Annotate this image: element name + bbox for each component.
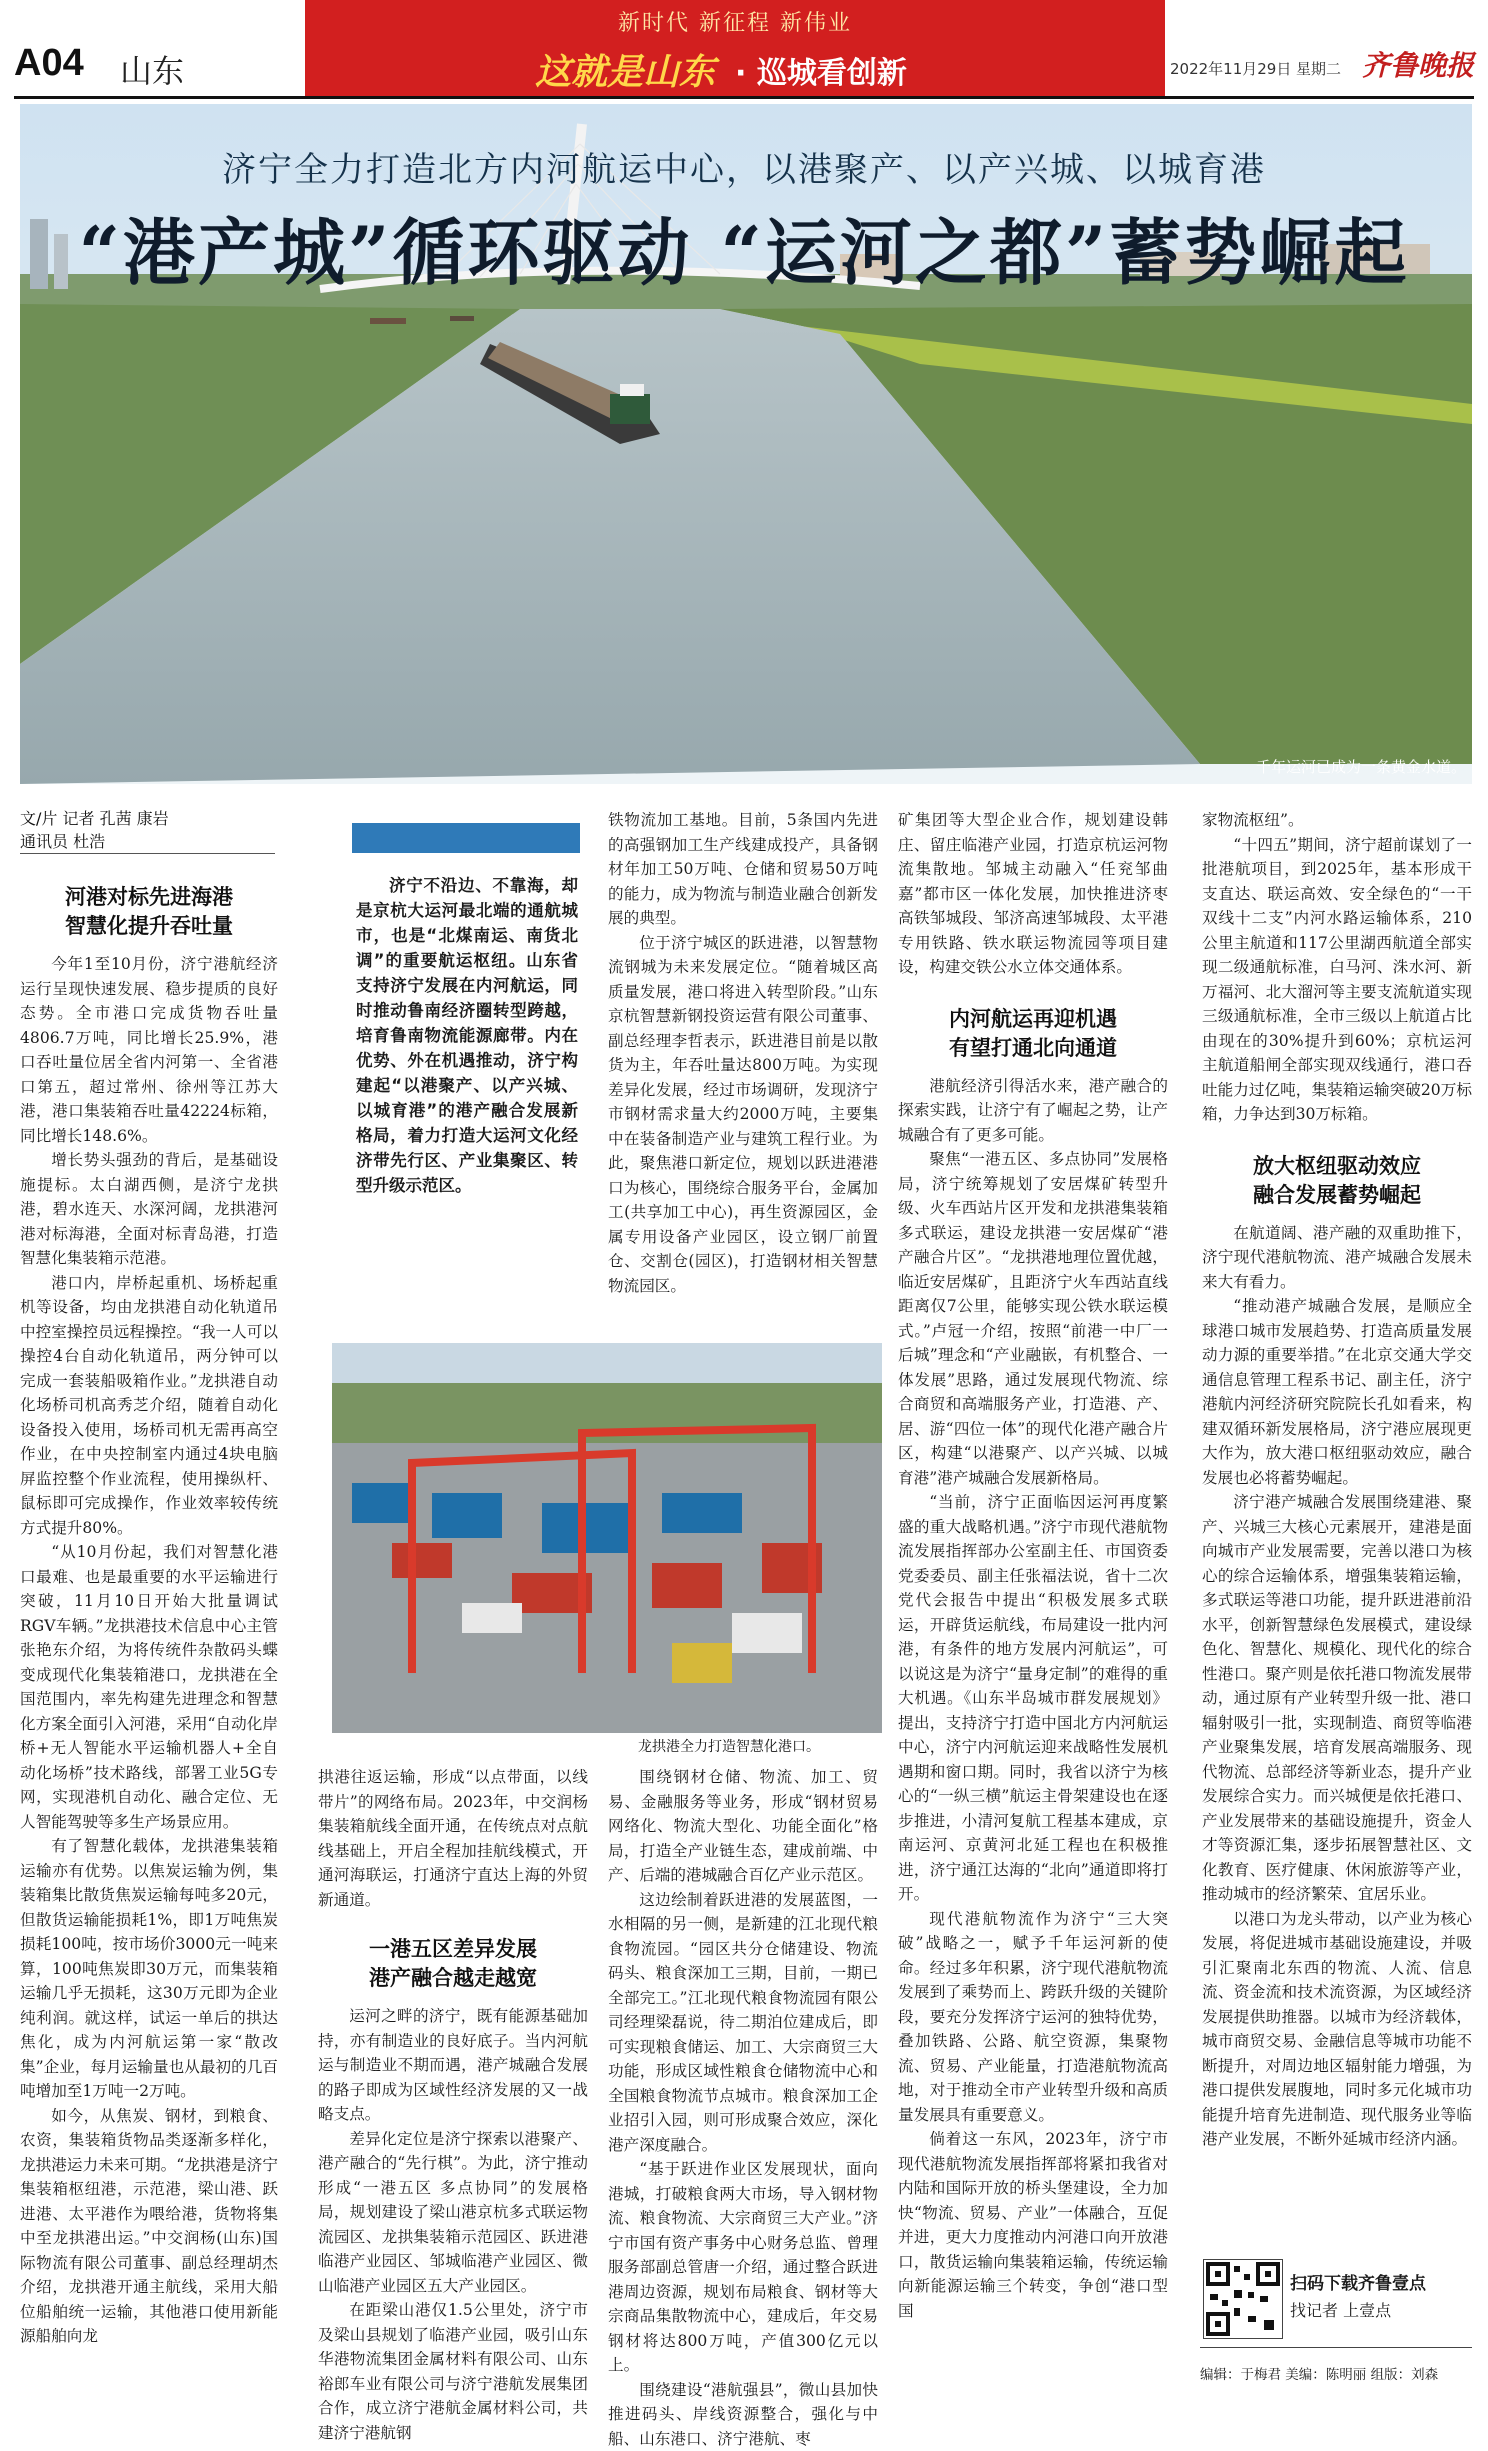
intro-summary: 济宁不沿边、不靠海，却是京杭大运河最北端的通航城市，也是“北煤南运、南货北调”的重要航运枢纽。山东省支持济宁发展在内河航运，同时推动鲁南经济圈转型跨越，培育鲁南物流能源廊带。内在优势、外在机遇推动，济宁构建起“以港聚产、以产兴城、以城育港”的港产融合发展新格局，着力打造大运河文化经济带先行区、产业集聚区、转型升级示范区。 (356, 873, 578, 1198)
headline-deck: 济宁全力打造北方内河航运中心，以港聚产、以产兴城、以城育港 (0, 142, 1488, 191)
port-photo-caption: 龙拱港全力打造智慧化港口。 (638, 1736, 820, 1756)
subhead-4-line1: 放大枢纽驱动效应 (1202, 1151, 1472, 1180)
footer-rule (1200, 2347, 1472, 2348)
main-headline: “港产城”循环驱动 “运河之都”蓄势崛起 (0, 195, 1488, 299)
column-1 (20, 882, 278, 2349)
intro-accent-bar (352, 823, 580, 853)
subhead-2 (318, 1934, 588, 1992)
qr-subtitle: 找记者 上壹点 (1290, 2298, 1391, 2321)
subhead-1 (20, 882, 278, 940)
editor-credits: 编辑：于梅君 美编：陈明丽 组版：刘森 (1200, 2363, 1438, 2383)
paragraph: 在距梁山港仅1.5公里处，济宁市及梁山县规划了临港产业园，吸引山东华港物流集团金属材料有限公司、山东裕郎车业有限公司与济宁港航发展集团合作，成立济宁港航金属材料公司，共建济宁港航钢 (318, 2298, 588, 2445)
paragraph: “当前，济宁正面临因运河再度繁盛的重大战略机遇。”济宁市现代港航物流发展指挥部办公室副主任、市国资委党委委员、副主任张福法说，省十二次党代会报告中提出“积极发展多式联运，开辟货运航线，布局建设一批内河港，有条件的地方发展内河航运”，可以说这是为济宁“量身定制”的难得的重大机遇。《山东半岛城市群发展规划》提出，支持济宁打造中国北方内河航运中心，济宁内河航运迎来战略性发展机遇期和窗口期。同时，我省以济宁为核心的“一纵三横”航运主骨架建设也在逐步推进，小清河复航工程基本建成，京南运河、京黄河北延工程也在积极推进，济宁通江达海的“北向”通道即将打开。 (898, 1490, 1168, 1907)
subhead-4-line2: 融合发展蓄势崛起 (1202, 1180, 1472, 1209)
paragraph: 拱港往返运输，形成“以点带面，以线带片”的网络布局。2023年，中交润杨集装箱航线全面开通，在传统点对点航线基础上，开启全程加挂航线模式，开通河海联运，打通济宁直达上海的外贸新通道。 (318, 1765, 588, 1912)
qr-title: 扫码下载齐鲁壹点 (1290, 2269, 1426, 2294)
paragraph: 位于济宁城区的跃进港，以智慧物流钢城为未来发展定位。“随着城区高质量发展，港口将进入转型阶段。”山东京杭智慧新钢投资运营有限公司董事、副总经理李哲表示，跃进港目前是以散货为主，年吞吐量达800万吨。为实现差异化发展，经过市场调研，发现济宁市钢材需求量大约2000万吨，主要集中在装备制造产业与建筑工程行业。为此，聚焦港口新定位，规划以跃进港港口为核心，围绕综合服务平台，金属加工(共享加工中心)，再生资源园区，金属专用设备产业园区，设立钢厂前置仓、交割仓(园区)，打造钢材相关智慧物流园区。 (608, 931, 878, 1299)
banner-subtitle: · 巡城看创新 (735, 48, 907, 92)
paragraph: 矿集团等大型企业合作，规划建设韩庄、留庄临港产业园，打造京杭运河物流集散地。邹城主动融入“任兖邹曲嘉”都市区一体化发展，加快推进济枣高铁邹城段、邹济高速邹城段、太平港专用铁路、铁水联运物流园等项目建设，构建交铁公水立体交通体系。 (898, 808, 1168, 980)
subhead-4 (1202, 1151, 1472, 1209)
issue-date: 2022年11月29日 (1170, 58, 1291, 79)
byline-reporters: 文/片 记者 孔茜 康岩 (20, 806, 169, 829)
paragraph: “从10月份起，我们对智慧化港口最难、也是最重要的水平运输进行突破，11月10日开始大批量调试RGV车辆。”龙拱港技术信息中心主管张艳东介绍，为将传统件杂散码头蝶变成现代化集装箱港口，龙拱港在全国范围内，率先构建先进理念和智慧化方案全面引入河港，采用“自动化岸桥+无人智能水平运输机器人+全自动化场桥”技术路线，部署工业5G专网，实现港机自动化、融合定位、无人智能驾驶等多生产场景应用。 (20, 1540, 278, 1834)
paragraph: 倘着这一东风，2023年，济宁市现代港航物流发展指挥部将紧扣我省对内陆和国际开放的桥头堡建设，全力加快“物流、贸易、产业”一体融合，互促并进，更大力度推动内河港口向开放港口，散货运输向集装箱运输，传统运输向新能源运输三个转变，争创“港口型国 (898, 2127, 1168, 2323)
subhead-3 (898, 1004, 1168, 1062)
paragraph: 聚焦“一港五区、多点协同”发展格局，济宁统筹规划了安居煤矿转型升级、火车西站片区开发和龙拱港集装箱多式联运，建设龙拱港一安居煤矿“港产融合片区”。“龙拱港地理位置优越，临近安居煤矿，且距济宁火车西站直线距离仅7公里，能够实现公铁水联运模式。”卢冠一介绍，按照“前港一中厂一后城”理念和“产业融嵌，有机整合、一体发展”思路，通过发展现代物流、综合商贸和高端服务产业，打造港、产、居、游“四位一体”的现代化港产融合片区，构建“以港聚产、以产兴城、以城育港”港产城融合发展新格局。 (898, 1147, 1168, 1490)
column-3-bottom (608, 1765, 878, 2451)
newspaper-logo: 齐鲁晚报 (1362, 44, 1474, 84)
paragraph: 有了智慧化载体，龙拱港集装箱运输亦有优势。以焦炭运输为例，集装箱集比散货焦炭运输每吨多20元，但散货运输能损耗1%，即1万吨焦炭损耗100吨，按市场价3000元一吨来算，100吨焦炭即30万元，而集装箱运输几乎无损耗，这30万元即为企业纯利润。就这样，试运一单后的拱达焦化，成为内河航运第一家“散改集”企业，每月运输量也从最初的几百吨增加至1万吨一2万吨。 (20, 1834, 278, 2104)
column-4 (898, 808, 1168, 2323)
hero-caption: 千年运河已成为一条黄金水道。 (1256, 756, 1466, 777)
paragraph: 铁物流加工基地。目前，5条国内先进的高强钢加工生产线建成投产，具备钢材年加工50万吨、仓储和贸易50万吨的能力，成为物流与制造业融合创新发展的典型。 (608, 808, 878, 931)
subhead-3-line1: 内河航运再迎机遇 (898, 1004, 1168, 1033)
paragraph: “基于跃进作业区发展现状，面向港城，打破粮食两大市场，导入钢材物流、粮食物流、大宗商贸三大产业。”济宁市国有资产事务中心财务总监、曾理服务部副总管唐一介绍，通过整合跃进港周边资源，规划布局粮食、钢材等大宗商品集散物流中心，建成后，年交易钢材将达800万吨，产值300亿元以上。 (608, 2157, 878, 2378)
paragraph: 济宁港产城融合发展围绕建港、聚产、兴城三大核心元素展开，建港是面向城市产业发展需要，完善以港口为核心的综合运输体系，增强集装箱运输，多式联运等港口功能，提升跃进港前沿水平，创新智慧绿色发展模式，建设绿色化、智慧化、规模化、现代化的综合性港口。聚产则是依托港口物流发展带动，通过原有产业转型升级一批、港口辐射吸引一批，实现制造、商贸等临港产业聚集发展，培育发展高端服务、现代物流、总部经济等新业态，提升产业发展综合实力。而兴城便是依托港口、产业发展带来的基础设施提升，资金人才等资源汇集，逐步拓展智慧社区、文化教育、医疗健康、休闲旅游等产业，推动城市的经济繁荣、宜居乐业。 (1202, 1490, 1472, 1907)
issue-weekday: 星期二 (1296, 58, 1341, 79)
paragraph: 港航经济引得活水来，港产融合的探索实践，让济宁有了崛起之势，让产城融合有了更多可能。 (898, 1074, 1168, 1148)
column-banner (305, 0, 1165, 96)
qr-code[interactable] (1203, 2259, 1283, 2339)
subhead-2-line2: 港产融合越走越宽 (318, 1963, 588, 1992)
paragraph: 家物流枢纽”。 (1202, 808, 1472, 833)
column-3-top (608, 808, 878, 1298)
port-photo (332, 1343, 882, 1733)
subhead-2-line1: 一港五区差异发展 (318, 1934, 588, 1963)
paragraph: 以港口为龙头带动，以产业为核心发展，将促进城市基础设施建设，并吸引汇聚南北东西的物流、人流、信息流、资金流和技术流资源，为区域经济发展提供助推器。以城市为经济载体，城市商贸交易、金融信息等城市功能不断提升，对周边地区辐射能力增强，为港口提供发展腹地，同时多元化城市功能提升培育先进制造、现代服务业等临港产业发展，不断外延城市经济内涵。 (1202, 1907, 1472, 2152)
paragraph: 围绕建设“港航强县”，微山县加快推进码头、岸线资源整合，强化与中船、山东港口、济宁港航、枣 (608, 2378, 878, 2451)
section-name: 山东 (120, 46, 184, 92)
paragraph: 差异化定位是济宁探索以港聚产、港产融合的“先行棋”。为此，济宁推动形成“一港五区 多点协同”的发展格局，规划建设了梁山港京杭多式联运物流园区、龙拱集装箱示范园区、跃进港临港产业园区、邹城临港产业园区、微山临港产业园区五大产业园区。 (318, 2127, 588, 2299)
paragraph: 运河之畔的济宁，既有能源基础加持，亦有制造业的良好底子。当内河航运与制造业不期而遇，港产城融合发展的路子即成为区域性经济发展的又一战略支点。 (318, 2004, 588, 2127)
byline-rule (20, 853, 275, 854)
page-number: A04 (14, 42, 84, 85)
banner-slogan: 新时代 新征程 新伟业 (305, 6, 1165, 37)
subhead-1-line2: 智慧化提升吞吐量 (20, 911, 278, 940)
column-2-bottom (318, 1765, 588, 2445)
column-5 (1202, 808, 1472, 2152)
paragraph: 围绕钢材仓储、物流、加工、贸易、金融服务等业务，形成“钢材贸易网络化、物流大型化、功能全面化”格局，打造全产业链生态，建成前端、中产、后端的港城融合百亿产业示范区。 (608, 1765, 878, 1888)
paragraph: 现代港航物流作为济宁“三大突破”战略之一，赋予千年运河新的使命。经过多年积累，济宁现代港航物流发展到了乘势而上、跨跃升级的关键阶段，要充分发挥济宁运河的独特优势，叠加铁路、公路、航空资源，集聚物流、贸易、产业能量，打造港航物流高地，对于推动全市产业转型升级和高质量发展具有重要意义。 (898, 1907, 1168, 2128)
paragraph: 今年1至10月份，济宁港航经济运行呈现快速发展、稳步提质的良好态势。全市港口完成货物吞吐量4806.7万吨，同比增长25.9%，港口吞吐量位居全省内河第一、全省港口第五，超过常州、徐州等江苏大港，港口集装箱吞吐量42224标箱，同比增长148.6%。 (20, 952, 278, 1148)
banner-brand: 这就是山东 (535, 44, 715, 95)
paragraph: 如今，从焦炭、钢材，到粮食、农资，集装箱货物品类逐渐多样化，龙拱港运力未来可期。“龙拱港是济宁集装箱枢纽港，示范港，梁山港、跃进港、太平港作为喂给港，货物将集中至龙拱港出运。”中交润杨(山东)国际物流有限公司董事、副总经理胡杰介绍，龙拱港开通主航线，采用大船位船舶统一运输，其他港口使用新能源船舶向龙 (20, 2104, 278, 2349)
paragraph: “推动港产城融合发展，是顺应全球港口城市发展趋势、打造高质量发展动力源的重要举措。”在北京交通大学交通信息管理工程系书记、副主任，济宁港航内河经济研究院院长孔如看来，构建双循环新发展格局，济宁港应展现更大作为，放大港口枢纽驱动效应，融合发展也必将蓄势崛起。 (1202, 1294, 1472, 1490)
byline-correspondent: 通讯员 杜浩 (20, 829, 105, 852)
subhead-3-line2: 有望打通北向通道 (898, 1033, 1168, 1062)
subhead-1-line1: 河港对标先进海港 (20, 882, 278, 911)
paragraph: 这边绘制着跃进港的发展蓝图，一水相隔的另一侧，是新建的江北现代粮食物流园。“园区共分仓储建设、物流码头、粮食深加工三期，目前，一期已全部完工。”江北现代粮食物流园有限公司经理梁磊说，待二期泊位建成后，即可实现粮食储运、加工、大宗商贸三大功能，形成区域性粮食仓储物流中心和全国粮食物流节点城市。粮食深加工企业招引入园，则可形成聚合效应，深化港产深度融合。 (608, 1888, 878, 2158)
paragraph: 增长势头强劲的背后，是基础设施提标。太白湖西侧，是济宁龙拱港，碧水连天、水深河阔，龙拱港河港对标海港，全面对标青岛港，打造智慧化集装箱示范港。 (20, 1148, 278, 1271)
paragraph: 在航道阔、港产融的双重助推下，济宁现代港航物流、港产城融合发展未来大有看力。 (1202, 1221, 1472, 1295)
paragraph: “十四五”期间，济宁超前谋划了一批港航项目，到2025年，基本形成干支直达、联运高效、安全绿色的“一干双线十二支”内河水路运输体系，210公里主航道和117公里湖西航道全部实现二级通航标准，白马河、洙水河、新万福河、北大溜河等主要支流航道实现三级通航标准，全市三级以上航道占比由现在的30%提升到60%；京杭运河主航道船闸全部实现双线通行，港口吞吐能力过亿吨，集装箱运输突破20万标箱，力争达到30万标箱。 (1202, 833, 1472, 1127)
header-rule (14, 96, 1474, 99)
paragraph: 港口内，岸桥起重机、场桥起重机等设备，均由龙拱港自动化轨道吊中控室操控员远程操控。“我一人可以操控4台自动化轨道吊，两分钟可以完成一套装船吸箱作业。”龙拱港自动化场桥司机高秀芝介绍，随着自动化设备投入使用，场桥司机无需再高空作业，在中央控制室内通过4块电脑屏监控整个作业流程，使用操纵杆、鼠标即可完成操作，作业效率较传统方式提升80%。 (20, 1271, 278, 1541)
